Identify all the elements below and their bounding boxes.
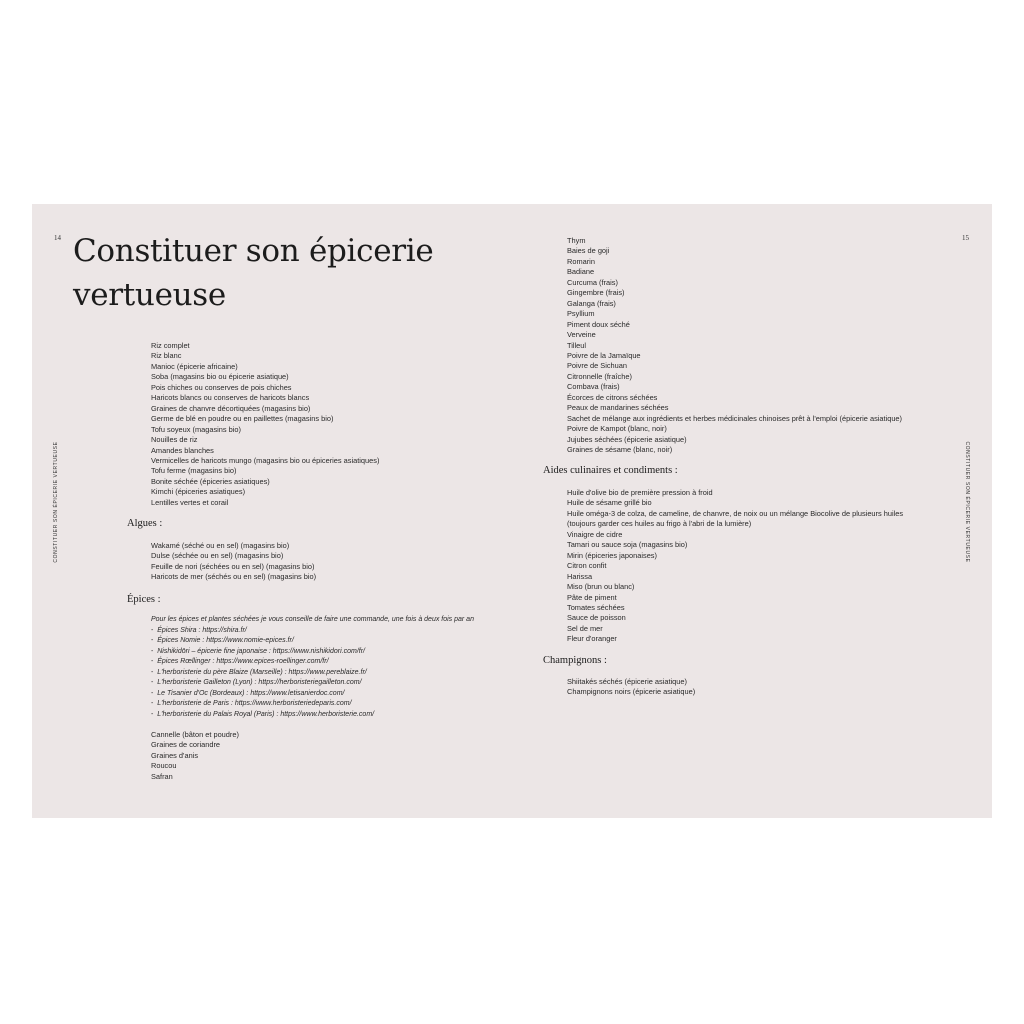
running-header-left: CONSTITUER SON ÉPICERIE VERTUEUSE: [53, 441, 59, 563]
list-item: Tomates séchées: [567, 602, 625, 612]
list-item: Huile de sésame grillé bio: [567, 498, 652, 508]
list-item: Fleur d'oranger: [567, 634, 617, 644]
list-item: Champignons noirs (épicerie asiatique): [567, 687, 696, 697]
list-item: Graines de chanvre décortiquées (magasins bio): [151, 403, 311, 413]
list-item: Piment doux séché: [567, 319, 630, 329]
epices-links-list: [151, 626, 374, 720]
list-item: Cannelle (bâton et poudre): [151, 730, 239, 739]
list-item: Verveine: [567, 330, 596, 340]
list-item: Tamari ou sauce soja (magasins bio): [567, 540, 688, 550]
list-item: Germe de blé en poudre ou en paillettes (magasins bio): [151, 414, 334, 424]
running-header-right: CONSTITUER SON ÉPICERIE VERTUEUSE: [964, 441, 970, 563]
list-item: Curcuma (frais): [567, 277, 618, 287]
list-item: Pâte de piment: [567, 592, 617, 602]
aides-list: [567, 488, 903, 645]
spices-list: [567, 236, 902, 456]
list-item: Riz complet: [151, 341, 190, 350]
list-item: Citronnelle (fraîche): [567, 371, 632, 381]
list-item: Tilleul: [567, 340, 587, 350]
list-item: Sauce de poisson: [567, 613, 626, 623]
list-item: Jujubes séchées (épicerie asiatique): [567, 434, 687, 444]
list-item: Graines d'anis: [151, 750, 199, 760]
page-number-left: 14: [54, 234, 61, 242]
list-item: Huile d'olive bio de première pression à froid: [567, 488, 713, 497]
list-item: Safran: [151, 771, 173, 781]
list-item: Galanga (frais): [567, 298, 616, 308]
page-number-right: 15: [962, 234, 969, 242]
list-item: - Épices Rœllinger : https://www.epices-roellinger.com/fr/: [151, 657, 374, 667]
list-item: Sachet de mélange aux ingrédients et herbes médicinales chinoises prêt à l'emploi (épicerie asiatique): [567, 413, 903, 423]
list-item: Poivre de Sichuan: [567, 361, 627, 371]
epices-items-list: [151, 730, 239, 782]
list-item: - Épices Nomie : https://www.nomie-epices.fr/: [151, 636, 374, 646]
list-item: Vermicelles de haricots mungo (magasins bio ou épiceries asiatiques): [151, 455, 380, 465]
list-item: (toujours garder ces huiles au frigo à l'abri de la lumière): [567, 519, 752, 529]
list-item: Mirin (épiceries japonaises): [567, 550, 657, 560]
list-item: Poivre de Kampot (blanc, noir): [567, 424, 667, 434]
list-item: Tofu ferme (magasins bio): [151, 466, 237, 476]
list-item: Riz blanc: [151, 351, 182, 361]
page-title: [73, 229, 433, 317]
list-item: - L'herboristerie Gailleton (Lyon) : https://herboristeriegailleton.com/: [151, 678, 374, 688]
title-line-1: Constituer son épicerie: [73, 233, 434, 269]
list-item: - L'herboristerie du Palais Royal (Paris) : https://www.herboristerie.com/: [151, 710, 374, 720]
list-item: Peaux de mandarines séchées: [567, 403, 669, 413]
list-item: Gingembre (frais): [567, 288, 625, 298]
list-item: Harissa: [567, 571, 593, 581]
list-item: Citron confit: [567, 561, 607, 571]
list-item: Psyllium: [567, 309, 595, 319]
list-item: Poivre de la Jamaïque: [567, 350, 641, 360]
list-item: Dulse (séchée ou en sel) (magasins bio): [151, 551, 284, 561]
list-item: Thym: [567, 236, 586, 245]
list-item: Vinaigre de cidre: [567, 529, 623, 539]
algues-list: [151, 541, 316, 583]
base-items-list: [151, 341, 379, 508]
list-item: - L'herboristerie de Paris : https://www.herboristeriedeparis.com/: [151, 699, 374, 709]
champignons-heading: Champignons :: [543, 655, 607, 666]
list-item: Roucou: [151, 761, 177, 771]
list-item: - Le Tisanier d'Oc (Bordeaux) : https://www.letisanierdoc.com/: [151, 689, 374, 699]
list-item: Miso (brun ou blanc): [567, 582, 635, 592]
list-item: Nouilles de riz: [151, 435, 198, 445]
list-item: Huile oméga-3 de colza, de cameline, de chanvre, de noix ou un mélange Biocolive de plusieurs huiles: [567, 508, 904, 518]
list-item: - Épices Shira : https://shira.fr/: [151, 626, 374, 636]
list-item: Feuille de nori (séchées ou en sel) (magasins bio): [151, 561, 315, 571]
list-item: Amandes blanches: [151, 445, 214, 455]
list-item: Haricots de mer (séchés ou en sel) (magasins bio): [151, 572, 317, 582]
list-item: - L'herboristerie du père Blaize (Marseille) : https://www.pereblaize.fr/: [151, 668, 374, 678]
list-item: Pois chiches ou conserves de pois chiches: [151, 382, 292, 392]
list-item: Lentilles vertes et corail: [151, 497, 229, 507]
list-item: Combava (frais): [567, 382, 620, 392]
list-item: Sel de mer: [567, 623, 603, 633]
list-item: Kimchi (épiceries asiatiques): [151, 487, 246, 497]
list-item: Baies de goji: [567, 246, 610, 256]
aides-heading: Aides culinaires et condiments :: [543, 465, 678, 476]
list-item: Badiane: [567, 267, 595, 277]
list-item: Manioc (épicerie africaine): [151, 361, 238, 371]
list-item: Haricots blancs ou conserves de haricots blancs: [151, 393, 310, 403]
list-item: Graines de sésame (blanc, noir): [567, 445, 673, 455]
list-item: Romarin: [567, 256, 595, 266]
title-line-2: vertueuse: [73, 277, 226, 313]
epices-heading: Épices :: [127, 594, 161, 605]
list-item: Écorces de citrons séchées: [567, 392, 658, 402]
list-item: Soba (magasins bio ou épicerie asiatique): [151, 372, 289, 382]
epices-note: Pour les épices et plantes séchées je vous conseille de faire une commande, une fois à deux fois par an: [151, 616, 474, 623]
list-item: Bonite séchée (épiceries asiatiques): [151, 476, 270, 486]
champignons-list: [567, 677, 695, 698]
list-item: Graines de coriandre: [151, 740, 221, 750]
list-item: Tofu soyeux (magasins bio): [151, 424, 241, 434]
list-item: Wakamé (séché ou en sel) (magasins bio): [151, 541, 290, 550]
list-item: Shiitakés séchés (épicerie asiatique): [567, 677, 687, 686]
algues-heading: Algues :: [127, 518, 163, 529]
list-item: - Nishikidōri – épicerie fine japonaise : https://www.nishikidori.com/fr/: [151, 647, 374, 657]
